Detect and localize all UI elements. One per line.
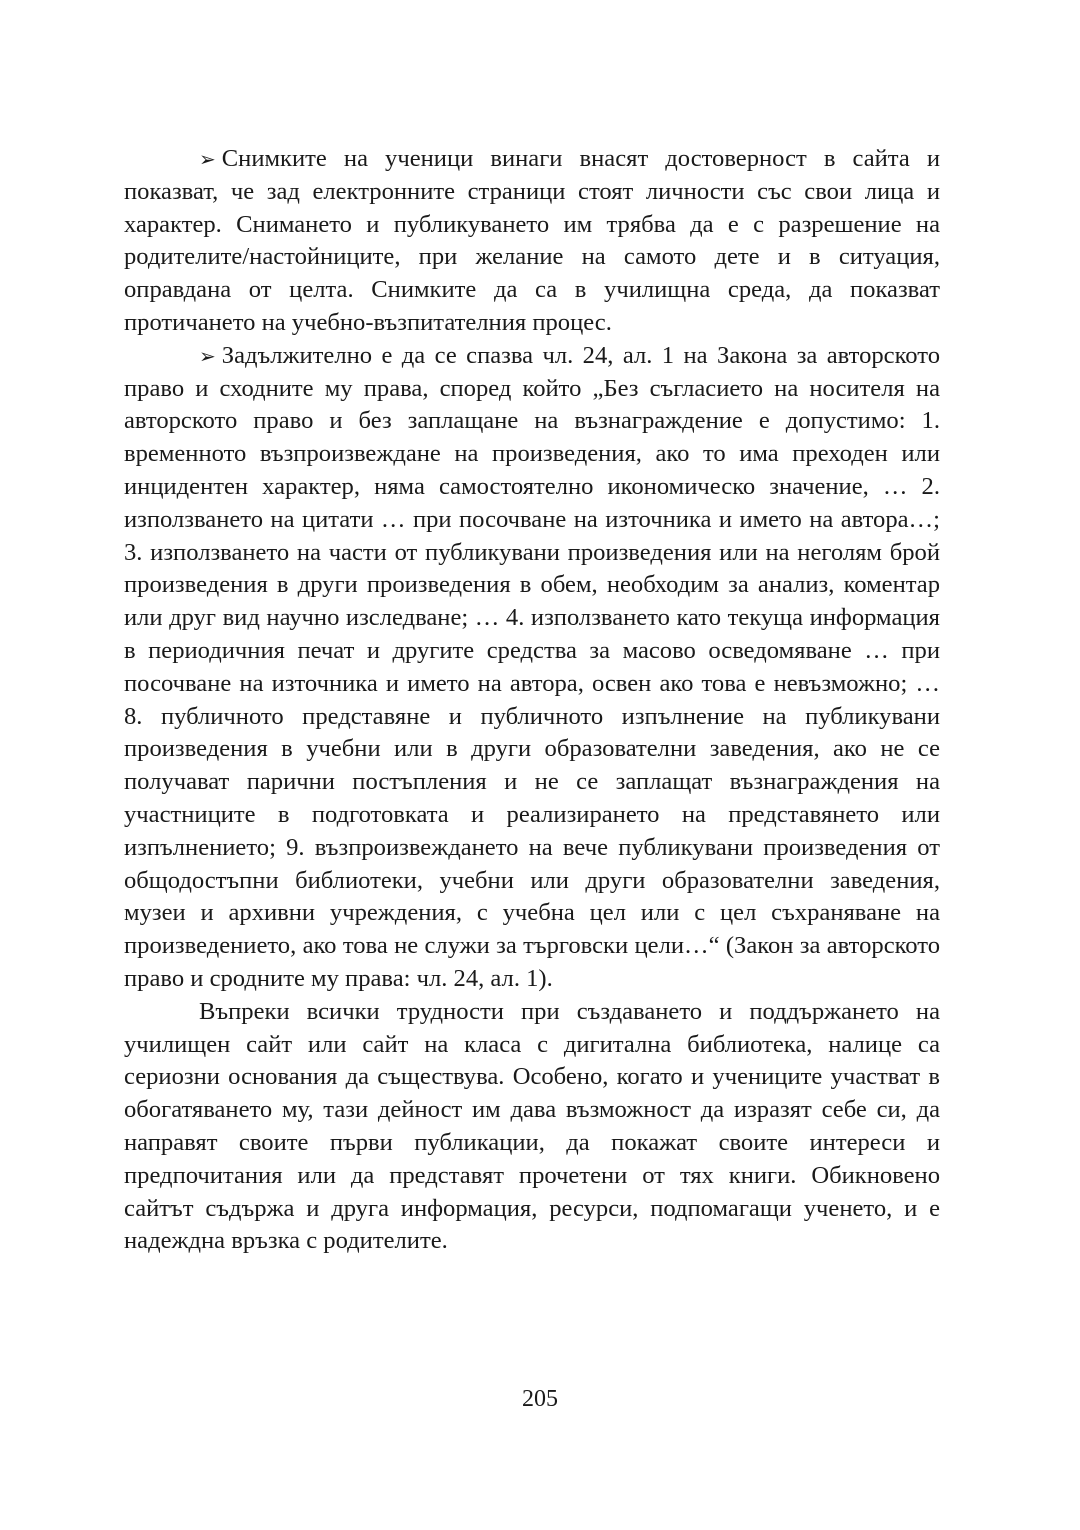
paragraph-conclusion [124, 996, 940, 1258]
paragraph-photos [124, 143, 940, 340]
paragraph-text: Задължително е да се спазва чл. 24, ал. 1 на Закона за авторското право и сходните му права, според който „Без съгласието на носителя на авторското право и без заплащане на възнаграждение е допустимо: 1. временното възпроизвеждане на произведения, ако то има преходен или инцидентен характер, няма самостоятелно икономическо значение, … 2. използването на цитати … при посочване на източника и името на автора…; 3. използването на части от публикувани произведения или на неголям брой произведения в други произведения в обем, необходим за анализ, коментар или друг вид научно изследване; … 4. използването като текуща информация в периодичния печат и другите средства за масово осведомяване … при посочване на източника и името на автора, освен ако това е невъзможно; … 8. публичното представяне и публичното изпълнение на публикувани произведения в учебни или в други образователни заведения, ако не се получават парични постъпления и не се заплащат възнаграждения на участниците в подготовката и реализирането на представянето или изпълнението; 9. възпроизвеждането на вече публикувани произведения от общодостъпни библиотеки, учебни или други образователни заведения, музеи и архивни учреждения, с учебна цел или с цел съхраняване на произведението, ако това не служи за търговски цели…“ (Закон за авторското право и сродните му права: чл. 24, ал. 1). [124, 341, 940, 992]
paragraph-text: Снимките на ученици винаги внасят достоверност в сайта и показват, че зад електронните страници стоят личности със свои лица и характер. Снимането и публикуването им трябва да е с разрешение на родителите/настойниците, при желание на самото дете и в ситуация, оправдана от целта. Снимките да са в училищна среда, да показват протичането на учебно-възпитателния процес. [124, 145, 940, 336]
arrow-bullet-icon: ➢ [199, 147, 216, 171]
arrow-bullet-icon: ➢ [199, 343, 216, 368]
paragraph-copyright-law [124, 340, 940, 996]
page-body [124, 143, 940, 1258]
paragraph-text: Въпреки всички трудности при създаването и поддържането на училищен сайт или сайт на класа с дигитална библиотека, налице са сериозни основания да съществува. Особено, когато и учениците участват в обогатяването му, тази дейност им дава възможност да изразят себе си, да направят своите първи публикации, да покажат своите интереси и предпочитания или да представят прочетени от тях книги. Обикновено сайтът съдържа и друга информация, ресурси, подпомагащи ученето, и е надеждна връзка с родителите. [124, 997, 940, 1255]
page-number: 205 [522, 1386, 558, 1412]
